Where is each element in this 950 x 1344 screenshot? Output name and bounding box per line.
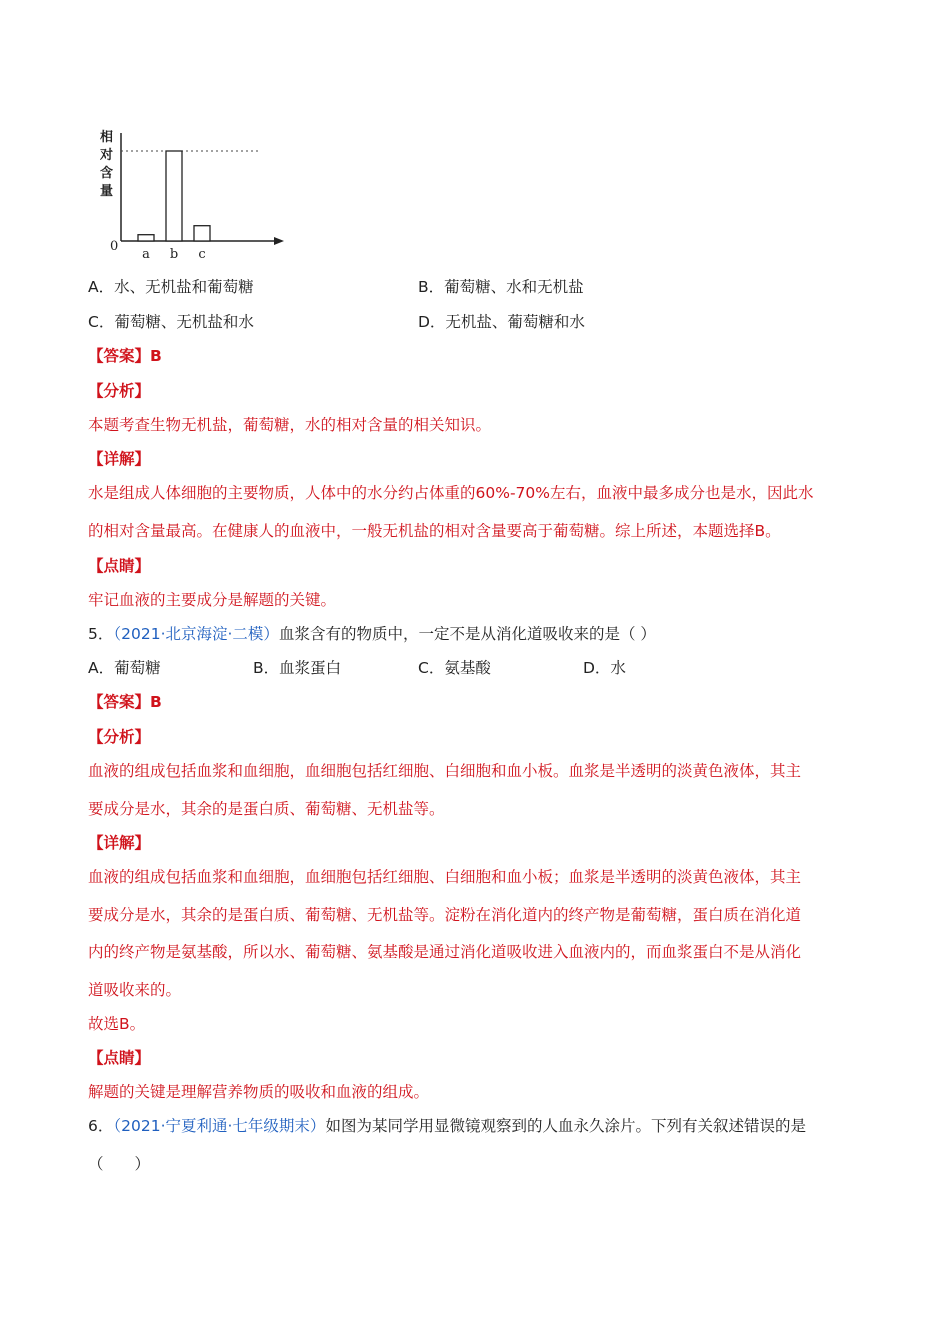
- q5-analysis-line-1: 血液的组成包括血浆和血细胞，血细胞包括红细胞、白细胞和血小板。血浆是半透明的淡黄色液体，其主: [88, 762, 802, 780]
- q4-answer: 【答案】B: [88, 347, 162, 365]
- q5-detail-line-3: 内的终产物是氨基酸，所以水、葡萄糖、氨基酸是通过消化道吸收进入血液内的，而血浆蛋白不是从消化: [88, 943, 802, 961]
- q4-tip-tag: 【点睛】: [88, 557, 151, 575]
- q4-option-d[interactable]: D．无机盐、葡萄糖和水: [418, 313, 585, 331]
- bar-b: [166, 151, 182, 241]
- q5-detail-line-2: 要成分是水，其余的是蛋白质、葡萄糖、无机盐等。淀粉在消化道内的终产物是葡萄糖，蛋白质在消化道: [88, 906, 802, 924]
- q4-detail-line-1: 水是组成人体细胞的主要物质，人体中的水分约占体重的60%-70%左右，血液中最多成分也是水，因此水: [88, 484, 814, 502]
- q4-analysis-tag: 【分析】: [88, 382, 151, 400]
- q4-option-a[interactable]: A．水、无机盐和葡萄糖: [88, 278, 254, 296]
- x-axis-arrow: [274, 237, 284, 245]
- q5-tip-tag: 【点睛】: [88, 1049, 151, 1067]
- q4-detail-line-2: 的相对含量最高。在健康人的血液中，一般无机盐的相对含量要高于葡萄糖。综上所述，本题选择B。: [88, 522, 781, 540]
- q6-stem: 如图为某同学用显微镜观察到的人血永久涂片。下列有关叙述错误的是: [325, 1117, 806, 1135]
- tick-label-c: c: [198, 247, 206, 262]
- q5-option-c[interactable]: C．氨基酸: [418, 659, 491, 677]
- q5-stem: 血浆含有的物质中，一定不是从消化道吸收来的是（ ）: [278, 625, 656, 643]
- q5-tip-text: 解题的关键是理解营养物质的吸收和血液的组成。: [88, 1083, 430, 1101]
- q5-analysis-tag: 【分析】: [88, 728, 151, 746]
- q6-answer-paren: （ ）: [88, 1155, 151, 1173]
- q6-source: （2021·宁夏利通·七年级期末）: [113, 1117, 326, 1135]
- q4-option-b[interactable]: B．葡萄糖、水和无机盐: [418, 278, 584, 296]
- tick-label-a: a: [142, 247, 150, 262]
- q6-question: [88, 1115, 806, 1137]
- q5-detail-tag: 【详解】: [88, 834, 151, 852]
- q4-analysis-text: 本题考查生物无机盐，葡萄糖，水的相对含量的相关知识。: [88, 416, 492, 434]
- y-label-char: 量: [100, 184, 114, 199]
- y-label-char: 对: [100, 148, 114, 163]
- q5-conclusion: 故选B。: [88, 1015, 146, 1033]
- q4-detail-tag: 【详解】: [88, 450, 151, 468]
- q5-number: 5．: [88, 625, 114, 643]
- q5-detail-line-1: 血液的组成包括血浆和血细胞，血细胞包括红细胞、白细胞和血小板；血浆是半透明的淡黄色液体，其主: [88, 868, 802, 886]
- q5-source: （2021·北京海淀·二模）: [113, 625, 279, 643]
- y-label-char: 相: [100, 130, 114, 145]
- y-label-char: 含: [100, 166, 114, 181]
- origin-label: 0: [110, 239, 119, 254]
- tick-label-b: b: [169, 247, 179, 262]
- q4-option-c[interactable]: C．葡萄糖、无机盐和水: [88, 313, 254, 331]
- q6-number: 6．: [88, 1117, 114, 1135]
- y-axis-label: [99, 129, 113, 199]
- q5-detail-line-4: 道吸收来的。: [88, 981, 182, 999]
- q5-option-d[interactable]: D．水: [583, 659, 626, 677]
- bar-a: [138, 235, 154, 241]
- q5-option-a[interactable]: A．葡萄糖: [88, 659, 161, 677]
- q5-analysis-line-2: 要成分是水，其余的是蛋白质、葡萄糖、无机盐等。: [88, 800, 445, 818]
- q5-option-b[interactable]: B．血浆蛋白: [253, 659, 342, 677]
- q4-tip-text: 牢记血液的主要成分是解题的关键。: [88, 591, 337, 609]
- q5-question: [88, 623, 656, 645]
- relative-content-bar-chart: [92, 125, 292, 265]
- q5-answer: 【答案】B: [88, 693, 162, 711]
- bar-c: [194, 226, 210, 241]
